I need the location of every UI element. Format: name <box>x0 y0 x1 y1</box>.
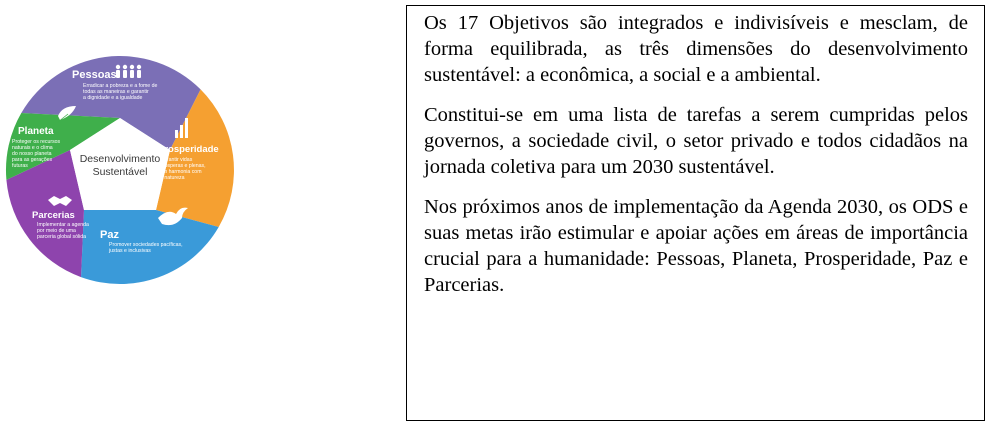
segment-desc-paz-1: Promover sociedades pacíficas, <box>109 242 183 248</box>
segment-desc-paz-2: justas e inclusivas <box>109 248 151 254</box>
center-label-line2: Sustentável <box>92 166 148 178</box>
center-label-line1: Desenvolvimento <box>79 153 161 165</box>
segment-desc-parcerias-1: Implementar a agenda <box>37 222 89 228</box>
segment-desc-prosperidade-3: em harmonia com <box>160 169 202 175</box>
segment-title-paz: Paz <box>100 229 119 241</box>
segment-desc-planeta-1: Proteger os recursos <box>12 139 61 145</box>
segment-title-pessoas: Pessoas <box>72 69 117 81</box>
segment-desc-pessoas-2: todas as maneiras e garantir <box>83 89 149 95</box>
segment-desc-prosperidade-4: a natureza <box>160 175 185 181</box>
segment-title-prosperidade: Prosperidade <box>158 144 219 155</box>
segment-desc-parcerias-3: parceria global sólida <box>37 234 87 240</box>
segment-desc-pessoas-3: a dignidade e a igualdade <box>83 95 143 101</box>
segment-desc-prosperidade-1: Garantir vidas <box>160 157 193 163</box>
segment-desc-planeta-4: para as gerações <box>12 157 53 163</box>
segment-title-planeta: Planeta <box>18 126 54 137</box>
paragraph-1: Os 17 Objetivos são integrados e indivisíveis e mesclam, de forma equilibrada, as três dimensões do desenvolvimento sustentável: a econômica, a social e a ambiental. <box>424 12 968 86</box>
paragraph-2: Constitui-se em uma lista de tarefas a serem cumpridas pelos governos, a sociedade civil, o setor privado e todos cidadãos na jornada coletiva para um 2030 sustentável. <box>424 104 968 178</box>
text-box <box>406 5 985 421</box>
segment-desc-planeta-5: futuras <box>12 163 28 169</box>
segment-desc-pessoas-1: Erradicar a pobreza e a fome de <box>83 83 158 89</box>
segment-desc-planeta-3: do nosso planeta <box>12 151 52 157</box>
segment-title-parcerias: Parcerias <box>32 210 75 221</box>
sustainable-development-diagram <box>0 50 240 290</box>
paragraph-3: Nos próximos anos de implementação da Agenda 2030, os ODS e suas metas irão estimular e apoiar ações em áreas de importância crucial para a humanidade: Pessoas, Planeta, Prosperidade, Paz e Parcerias. <box>424 196 968 296</box>
segment-desc-prosperidade-2: prósperas e plenas, <box>160 163 206 169</box>
segment-desc-planeta-2: naturais e o clima <box>12 145 53 151</box>
diagram-svg <box>0 50 240 290</box>
segment-desc-parcerias-2: por meio de uma <box>37 228 76 234</box>
